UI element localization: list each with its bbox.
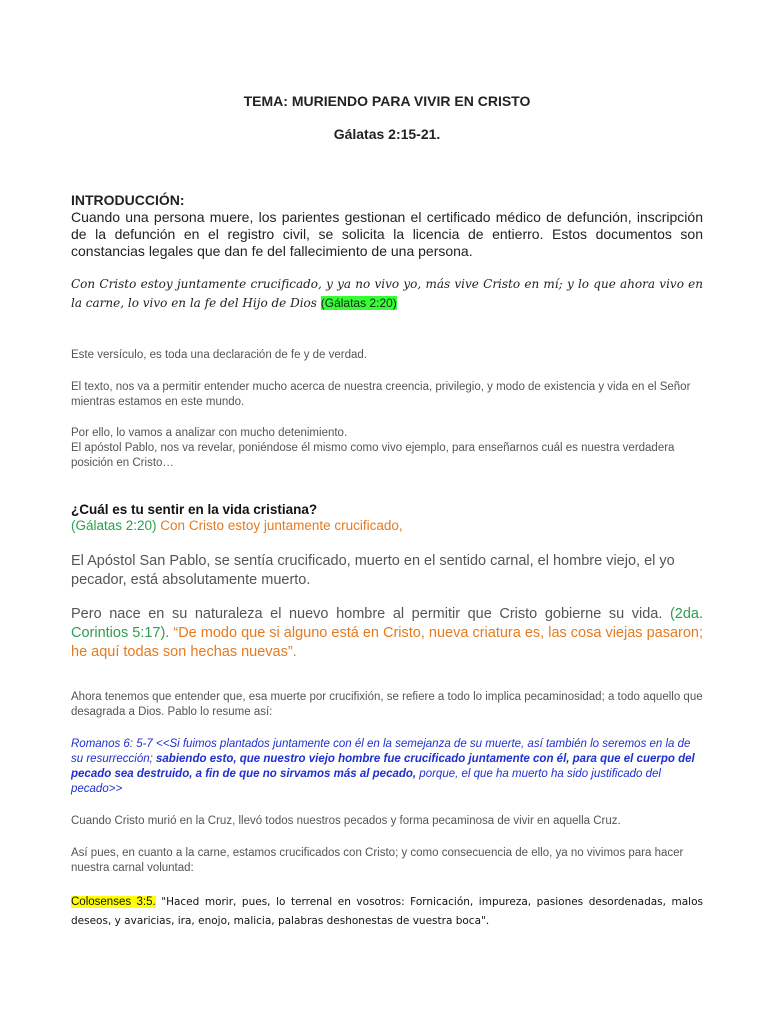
paragraph-5 [71,605,703,662]
paragraph-5-text: Pero nace en su naturaleza el nuevo hombre al permitir que Cristo gobierne su vida. [71,606,663,622]
paragraph-3a: Por ello, lo vamos a analizar con mucho detenimiento. [71,427,348,439]
paragraph-8: Así pues, en cuanto a la carne, estamos crucificados con Cristo; y como consecuencia de ello, ya no vivimos para hacer nuestra carnal voluntad: [71,847,684,874]
document-title: TEMA: MURIENDO PARA VIVIR EN CRISTO [243,93,531,109]
romanos-part-1: Romanos 6: 5-7 <<Si fuimos plantados juntamente con él en la semejanza de su muerte, así también lo seremos en la de su resurrección; [71,738,691,765]
colosenses-quote [71,893,703,931]
verse-reference: (Gálatas 2:20) [320,296,397,310]
section-1-reference-text: Con Cristo estoy juntamente crucificado, [156,518,403,533]
paragraph-1: Este versículo, es toda una declaración de fe y de verdad. [71,349,367,361]
intro-block [71,192,703,260]
romanos-quote [71,737,703,797]
document-reference: Gálatas 2:15-21. [333,126,441,142]
paragraph-2: El texto, nos va a permitir entender mucho acerca de nuestra creencia, privilegio, y modo de existencia y vida en el Señor mientras estamos en este mundo. [71,381,691,408]
paragraph-7: Cuando Cristo murió en la Cruz, llevó todos nuestros pecados y forma pecaminosa de vivir en aquella Cruz. [71,815,621,827]
paragraph-3 [71,426,703,471]
intro-text: Cuando una persona muere, los parientes gestionan el certificado médico de defunción, inscripción de la defunción en el registro civil, se solicita la licencia de entierro. Estos documentos son constancias legales que dan fe del fallecimiento de una persona. [71,209,703,259]
colosenses-reference: Colosenses 3:5. [71,896,156,908]
verse-text: Con Cristo estoy juntamente crucificado, y ya no vivo yo, más vive Cristo en mí; y lo que ahora vivo en la carne, lo vivo en la fe del Hijo de Dios [71,277,703,310]
section-1-heading: ¿Cuál es tu sentir en la vida cristiana? [71,502,318,517]
paragraph-5-quote: “De modo que si alguno está en Cristo, nueva criatura es, las cosa viejas pasaron; he aquí todas son hechas nuevas”. [71,625,703,660]
paragraph-3b: El apóstol Pablo, nos va revelar, poniéndose él mismo como vivo ejemplo, para enseñarnos cuál es nuestra verdadera posición en Cristo… [71,442,675,469]
paragraph-4: El Apóstol San Pablo, se sentía crucificado, muerto en el sentido carnal, el hombre viejo, el yo pecador, está absolutamente muerto. [71,553,675,588]
verse-galatas [71,275,703,313]
section-1 [71,502,703,534]
paragraph-5-reference: (2da. Corintios 5:17). [71,606,704,641]
paragraph-6: Ahora tenemos que entender que, esa muerte por crucifixión, se refiere a todo lo implica pecaminosidad; a todo aquello que desagrada a Dios. Pablo lo resume así: [71,691,703,718]
intro-heading: INTRODUCCIÓN: [71,192,185,208]
colosenses-text: "Haced morir, pues, lo terrenal en vosotros: Fornicación, impureza, pasiones desordenadas, malos deseos, y avaricias, ira, enojo, malicia, palabras deshonestas de vuestra boca". [71,896,703,927]
romanos-part-3: porque, el que ha muerto ha sido justificado del pecado>> [71,768,661,795]
section-1-reference: (Gálatas 2:20) [71,518,157,533]
romanos-part-2: sabiendo esto, que nuestro viejo hombre fue crucificado juntamente con él, para que el cuerpo del pecado sea destruido, a fin de que no sirvamos más al pecado, [71,753,695,780]
